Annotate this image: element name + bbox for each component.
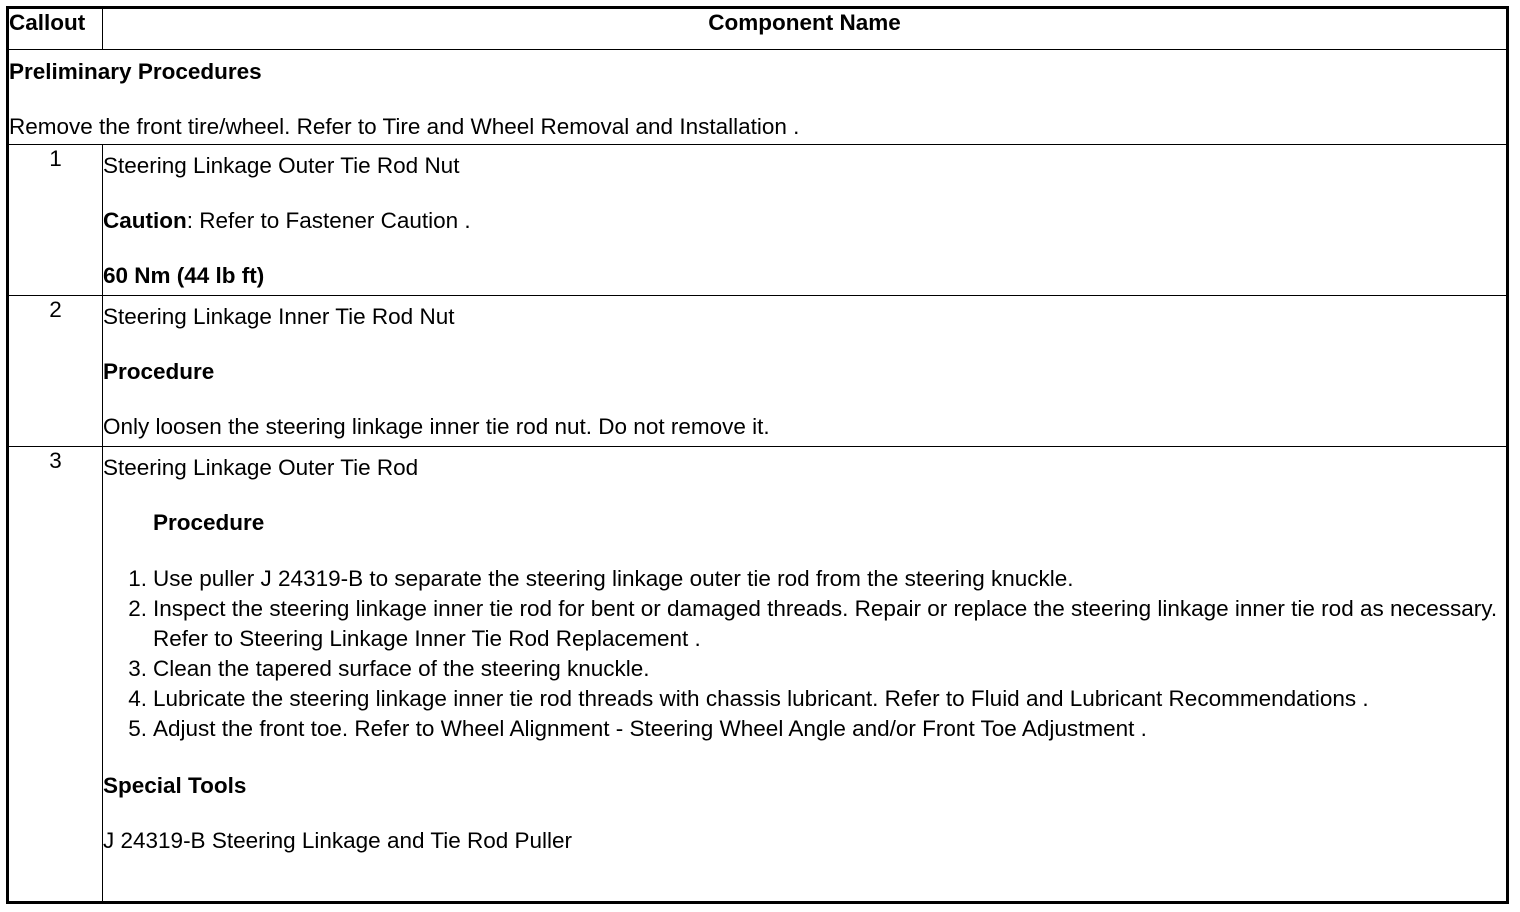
preliminary-cell	[8, 50, 1508, 145]
torque-spec: 60 Nm (44 lb ft)	[103, 263, 265, 288]
callout-number: 1	[8, 145, 103, 296]
component-name: Steering Linkage Outer Tie Rod Nut	[103, 153, 460, 178]
procedure-step	[128, 594, 1506, 654]
procedure-text: Only loosen the steering linkage inner tie rod nut. Do not remove it.	[103, 414, 770, 439]
step-number: 4.	[128, 686, 147, 711]
component-name: Steering Linkage Inner Tie Rod Nut	[103, 304, 455, 329]
table-row	[8, 447, 1508, 903]
component-name: Steering Linkage Outer Tie Rod	[103, 455, 419, 480]
step-text: Use puller J 24319-B to separate the steering linkage outer tie rod from the steering knuckle.	[153, 566, 1074, 591]
step-number: 3.	[128, 656, 147, 681]
preliminary-text: Remove the front tire/wheel. Refer to Tire and Wheel Removal and Installation .	[9, 114, 800, 139]
callout-number: 3	[8, 447, 103, 903]
callout-number: 2	[8, 296, 103, 447]
table-row	[8, 145, 1508, 296]
component-cell	[103, 296, 1508, 447]
special-tools-label: Special Tools	[103, 773, 247, 798]
component-cell	[103, 447, 1508, 903]
caution-text: : Refer to Fastener Caution .	[186, 208, 471, 233]
procedure-step	[128, 684, 1506, 714]
preliminary-row	[8, 50, 1508, 145]
procedure-step	[128, 564, 1506, 594]
special-tools-text: J 24319-B Steering Linkage and Tie Rod Puller	[103, 828, 573, 853]
preliminary-title: Preliminary Procedures	[9, 59, 262, 84]
step-text: Clean the tapered surface of the steering knuckle.	[153, 656, 650, 681]
step-number: 2.	[128, 596, 147, 621]
procedure-steps-list	[103, 564, 1506, 744]
step-text: Adjust the front toe. Refer to Wheel Alignment - Steering Wheel Angle and/or Front Toe Adjustment .	[153, 716, 1147, 741]
step-number: 1.	[128, 566, 147, 591]
table-row	[8, 296, 1508, 447]
caution-label: Caution	[103, 208, 187, 233]
procedure-table	[6, 6, 1509, 904]
table-header-row	[8, 8, 1508, 50]
procedure-step	[128, 654, 1506, 684]
step-number: 5.	[128, 716, 147, 741]
component-name-column-header: Component Name	[103, 8, 1508, 50]
procedure-step	[128, 714, 1506, 744]
component-cell	[103, 145, 1508, 296]
caution-line	[103, 207, 1506, 234]
procedure-label: Procedure	[103, 359, 215, 384]
callout-column-header: Callout	[8, 8, 103, 50]
procedure-label: Procedure	[153, 510, 265, 535]
step-text: Lubricate the steering linkage inner tie rod threads with chassis lubricant. Refer to Fluid and Lubricant Recommendations .	[153, 686, 1369, 711]
step-text: Inspect the steering linkage inner tie rod for bent or damaged threads. Repair or replace the steering linkage inner tie rod as necessary. Refer to Steering Linkage Inner Tie Rod Replacement .	[153, 596, 1498, 651]
